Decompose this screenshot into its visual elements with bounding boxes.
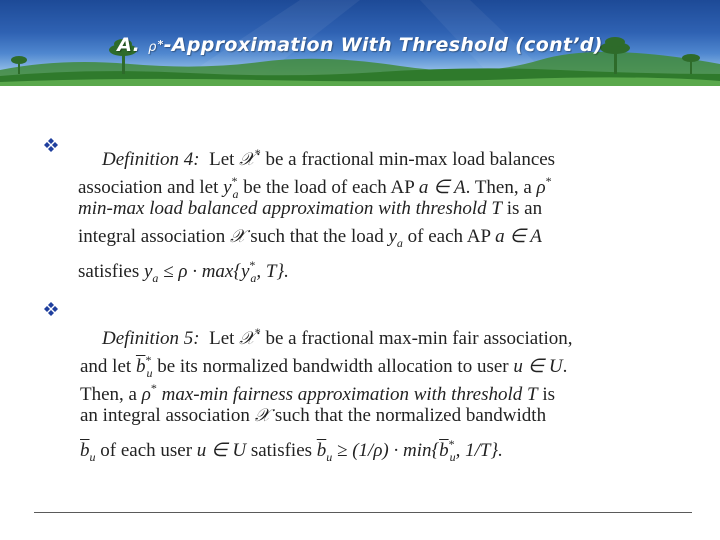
math-symbol: $\overline{b}$ bbox=[80, 440, 90, 461]
math-subscript: a bbox=[232, 187, 239, 201]
math-symbol: y bbox=[223, 177, 232, 198]
text-run: Let bbox=[209, 328, 235, 349]
text-run: of each AP bbox=[407, 226, 491, 247]
diamond-bullet-shape bbox=[43, 301, 59, 317]
definition-5-line-2 bbox=[80, 346, 573, 380]
diamond-bullet-icon bbox=[43, 301, 59, 317]
math-subscript: a bbox=[396, 236, 403, 250]
math-symbol: 𝒳 bbox=[229, 226, 246, 247]
slide-title bbox=[0, 34, 720, 56]
emphasized-text: min-max load balanced approximation with threshold bbox=[78, 198, 487, 219]
math-expression: u ∈ U bbox=[513, 356, 563, 377]
math-subscript: a bbox=[250, 271, 257, 285]
math-symbol: ρ bbox=[536, 177, 546, 198]
math-expression: , 1/T}. bbox=[455, 440, 503, 461]
text-run: association and let bbox=[78, 177, 219, 198]
math-expression: a ∈ A bbox=[418, 177, 466, 198]
definition-4-label: Definition 4: bbox=[102, 149, 200, 170]
definition-5-line-3 bbox=[80, 374, 573, 405]
text-run: be its normalized bandwidth allocation to user bbox=[157, 356, 509, 377]
definition-5-line-1 bbox=[80, 318, 573, 349]
math-superscript: * bbox=[448, 437, 455, 451]
math-symbol: T bbox=[491, 198, 502, 219]
text-run: and let bbox=[80, 356, 132, 377]
definition-4-line-4 bbox=[78, 223, 555, 251]
text-run: integral association bbox=[78, 226, 226, 247]
text-run: Let bbox=[209, 149, 235, 170]
text-run: . Then, a bbox=[465, 177, 532, 198]
definition-4-line-5 bbox=[78, 251, 555, 285]
math-superscript: * bbox=[231, 174, 238, 188]
definition-5-text bbox=[80, 318, 573, 464]
math-subscript: u bbox=[449, 450, 456, 464]
math-superscript: * bbox=[150, 381, 157, 395]
definition-5-line-4 bbox=[80, 402, 573, 430]
text-run: be a fractional max-min fair association, bbox=[265, 328, 573, 349]
title-rho: ρ bbox=[148, 40, 157, 55]
text-run: be the load of each AP bbox=[243, 177, 415, 198]
title-star: * bbox=[157, 38, 164, 51]
math-superscript: * bbox=[254, 146, 261, 160]
definition-4-line-1 bbox=[78, 139, 556, 170]
math-expression: u ∈ U bbox=[196, 440, 247, 461]
math-symbol: ρ bbox=[141, 384, 151, 405]
footer-divider bbox=[34, 512, 692, 513]
math-subscript: a bbox=[152, 271, 159, 285]
text-run: is bbox=[542, 384, 556, 405]
math-expression: , T}. bbox=[256, 261, 289, 282]
math-expression: ≥ (1/ρ) · min{ bbox=[337, 440, 440, 461]
text-run: . bbox=[562, 356, 568, 377]
math-symbol: T bbox=[527, 384, 538, 405]
math-symbol: y bbox=[388, 226, 397, 247]
math-symbol: 𝒳 bbox=[239, 149, 255, 170]
definition-4-line-2 bbox=[78, 167, 555, 201]
math-expression: ≤ ρ · max{ bbox=[163, 261, 241, 282]
math-symbol: $\overline{b}$ bbox=[135, 356, 146, 377]
text-run: such that the load bbox=[250, 226, 384, 247]
math-superscript: * bbox=[145, 353, 152, 367]
math-symbol: 𝒳 bbox=[254, 405, 271, 426]
math-superscript: * bbox=[545, 174, 552, 188]
text-run: an integral association bbox=[80, 405, 250, 426]
definition-4-line-3 bbox=[78, 195, 555, 223]
math-symbol: $\overline{b}$ bbox=[316, 440, 327, 461]
title-prefix: A. bbox=[117, 34, 148, 56]
text-run: such that the normalized bandwidth bbox=[274, 405, 547, 426]
math-symbol: $\overline{b}$ bbox=[439, 440, 449, 461]
emphasized-text: max-min fairness approximation with threshold bbox=[161, 384, 523, 405]
title-text: -Approximation With Threshold (cont’d) bbox=[163, 34, 603, 56]
math-subscript: u bbox=[146, 366, 153, 380]
text-run: be a fractional min-max load balances bbox=[265, 149, 556, 170]
math-superscript: * bbox=[254, 325, 261, 339]
text-run: Then, a bbox=[80, 384, 137, 405]
text-run: is an bbox=[506, 198, 543, 219]
math-symbol: y bbox=[143, 261, 153, 282]
text-run: satisfies bbox=[250, 440, 313, 461]
math-expression: a ∈ A bbox=[495, 226, 542, 247]
text-run: of each user bbox=[100, 440, 193, 461]
diamond-bullet-shape bbox=[43, 137, 59, 153]
math-symbol: y bbox=[240, 261, 250, 282]
definition-4-text bbox=[78, 139, 556, 285]
math-symbol: 𝒳 bbox=[239, 328, 255, 349]
definition-5-line-5 bbox=[80, 430, 573, 464]
math-subscript: u bbox=[89, 450, 96, 464]
diamond-bullet-icon bbox=[43, 137, 59, 153]
math-superscript: * bbox=[249, 258, 256, 272]
definition-5-label: Definition 5: bbox=[102, 328, 200, 349]
slide-header bbox=[0, 0, 720, 86]
text-run: satisfies bbox=[78, 261, 140, 282]
math-subscript: u bbox=[326, 450, 333, 464]
